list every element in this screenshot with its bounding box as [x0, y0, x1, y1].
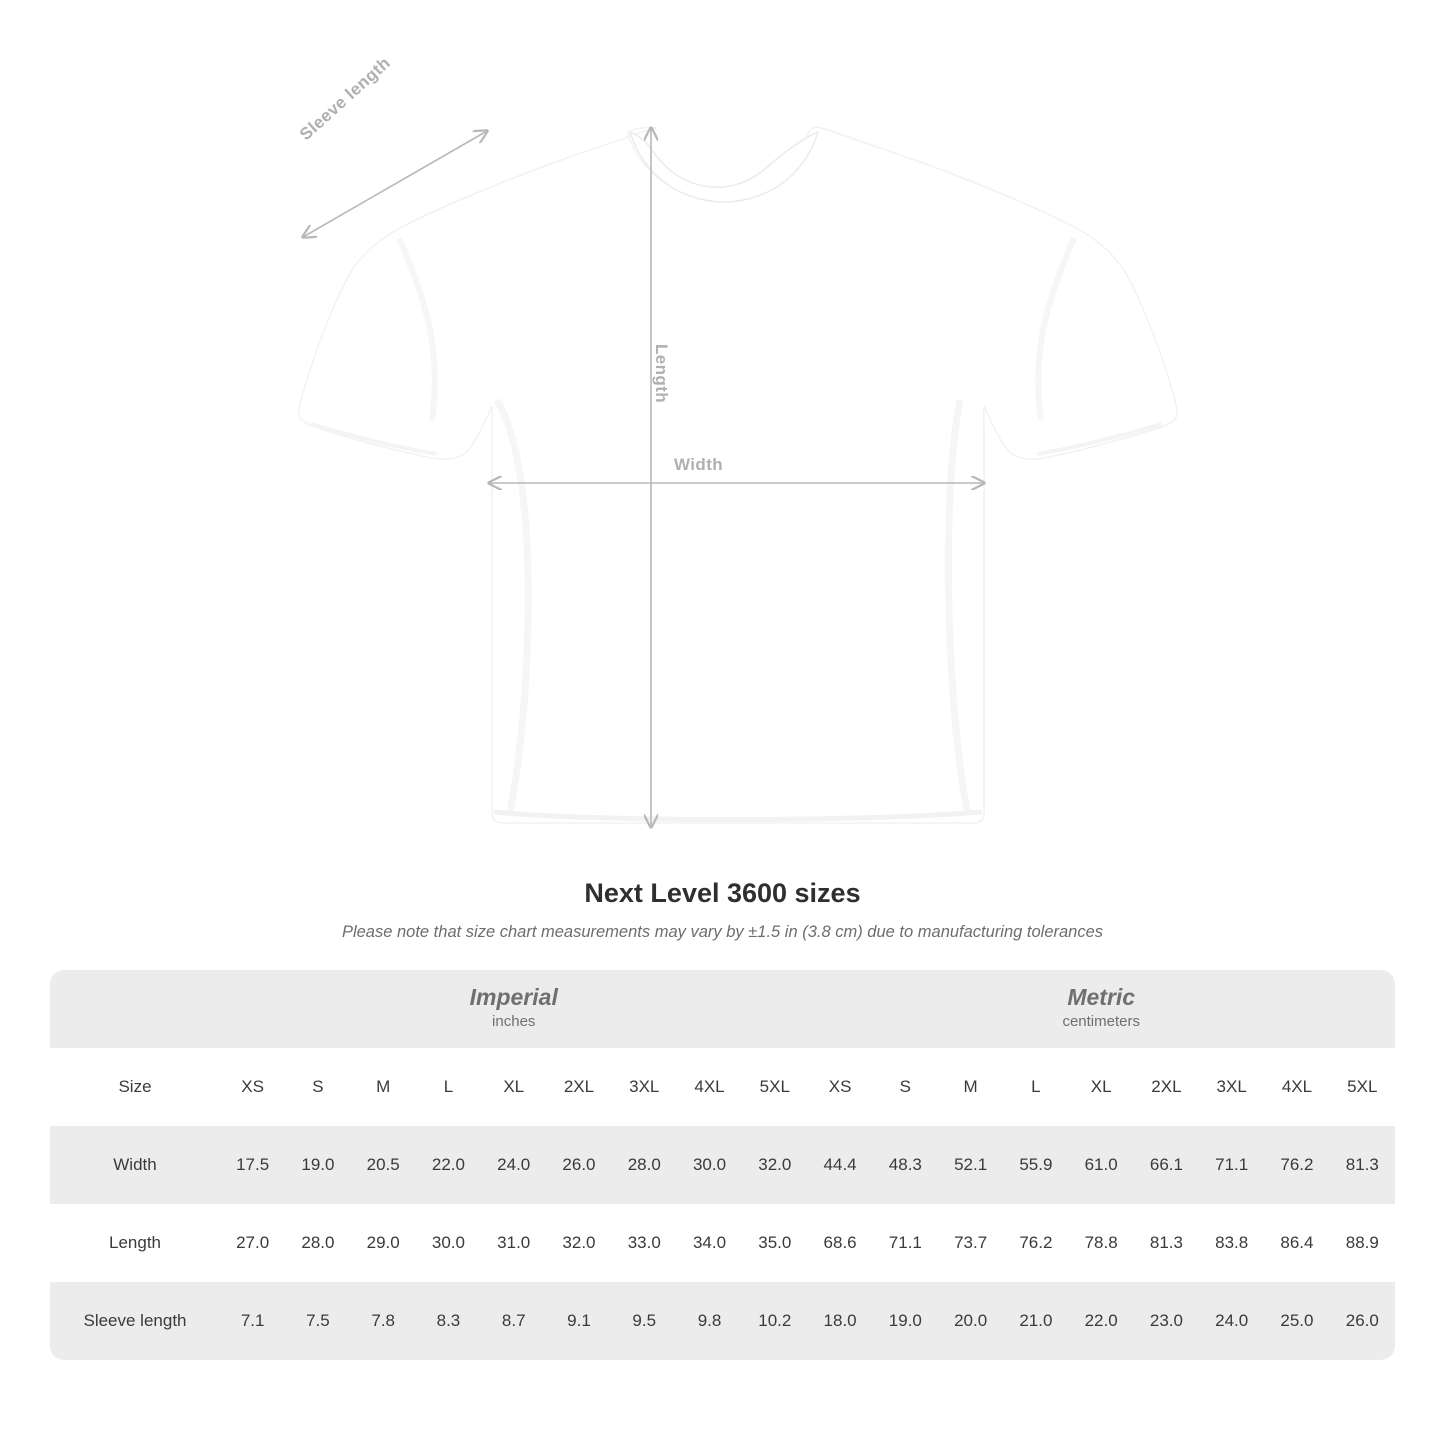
cell: 18.0 — [807, 1282, 872, 1360]
cell: 66.1 — [1134, 1126, 1199, 1204]
table-row — [50, 1282, 1395, 1360]
size-table-wrap — [50, 970, 1395, 1360]
cell: 8.3 — [416, 1282, 481, 1360]
unit-group-metric-title: Metric — [1067, 983, 1136, 1010]
cell: 28.0 — [612, 1126, 677, 1204]
size-col-header: 4XL — [677, 1048, 742, 1126]
size-col-header: XS — [807, 1048, 872, 1126]
cell: 35.0 — [742, 1204, 807, 1282]
row-label: Width — [50, 1126, 220, 1204]
cell: 19.0 — [285, 1126, 350, 1204]
cell: 21.0 — [1003, 1282, 1068, 1360]
cell: 7.5 — [285, 1282, 350, 1360]
cell: 86.4 — [1264, 1204, 1329, 1282]
size-col-header: XL — [1069, 1048, 1134, 1126]
width-label: Width — [674, 455, 724, 474]
unit-group-metric — [807, 970, 1395, 1048]
cell: 30.0 — [677, 1126, 742, 1204]
chart-heading — [0, 878, 1445, 942]
cell: 55.9 — [1003, 1126, 1068, 1204]
size-col-header: XS — [220, 1048, 285, 1126]
size-col-header: M — [938, 1048, 1003, 1126]
cell: 26.0 — [546, 1126, 611, 1204]
size-col-header: XL — [481, 1048, 546, 1126]
size-col-header: L — [416, 1048, 481, 1126]
cell: 7.1 — [220, 1282, 285, 1360]
cell: 20.0 — [938, 1282, 1003, 1360]
table-row — [50, 1126, 1395, 1204]
length-label: Length — [652, 344, 671, 404]
cell: 88.9 — [1330, 1204, 1395, 1282]
size-col-header: L — [1003, 1048, 1068, 1126]
size-header-row — [50, 1048, 1395, 1126]
table-row — [50, 1204, 1395, 1282]
cell: 52.1 — [938, 1126, 1003, 1204]
unit-group-imperial — [220, 970, 807, 1048]
cell: 26.0 — [1330, 1282, 1395, 1360]
row-label: Sleeve length — [50, 1282, 220, 1360]
size-col-header: 4XL — [1264, 1048, 1329, 1126]
cell: 22.0 — [1069, 1282, 1134, 1360]
cell: 30.0 — [416, 1204, 481, 1282]
cell: 44.4 — [807, 1126, 872, 1204]
page-title: Next Level 3600 sizes — [584, 878, 861, 908]
size-row-label: Size — [50, 1048, 220, 1126]
cell: 68.6 — [807, 1204, 872, 1282]
cell: 22.0 — [416, 1126, 481, 1204]
cell: 48.3 — [873, 1126, 938, 1204]
cell: 29.0 — [351, 1204, 416, 1282]
cell: 27.0 — [220, 1204, 285, 1282]
cell: 7.8 — [351, 1282, 416, 1360]
size-col-header: S — [873, 1048, 938, 1126]
cell: 31.0 — [481, 1204, 546, 1282]
cell: 81.3 — [1330, 1126, 1395, 1204]
size-col-header: 3XL — [1199, 1048, 1264, 1126]
cell: 73.7 — [938, 1204, 1003, 1282]
size-col-header: 2XL — [1134, 1048, 1199, 1126]
size-col-header: M — [351, 1048, 416, 1126]
cell: 8.7 — [481, 1282, 546, 1360]
unit-group-imperial-title: Imperial — [469, 983, 558, 1010]
cell: 23.0 — [1134, 1282, 1199, 1360]
cell: 20.5 — [351, 1126, 416, 1204]
cell: 9.5 — [612, 1282, 677, 1360]
row-label: Length — [50, 1204, 220, 1282]
size-col-header: 2XL — [546, 1048, 611, 1126]
cell: 33.0 — [612, 1204, 677, 1282]
cell: 71.1 — [1199, 1126, 1264, 1204]
cell: 24.0 — [481, 1126, 546, 1204]
size-col-header: 5XL — [742, 1048, 807, 1126]
cell: 32.0 — [546, 1204, 611, 1282]
size-col-header: 5XL — [1330, 1048, 1395, 1126]
size-col-header: 3XL — [612, 1048, 677, 1126]
unit-group-metric-subtitle: centimeters — [1062, 1013, 1140, 1031]
unit-header-row — [50, 970, 1395, 1048]
size-table — [50, 970, 1395, 1360]
cell: 81.3 — [1134, 1204, 1199, 1282]
cell: 10.2 — [742, 1282, 807, 1360]
cell: 78.8 — [1069, 1204, 1134, 1282]
cell: 83.8 — [1199, 1204, 1264, 1282]
cell: 24.0 — [1199, 1282, 1264, 1360]
cell: 76.2 — [1003, 1204, 1068, 1282]
cell: 32.0 — [742, 1126, 807, 1204]
tolerance-note: Please note that size chart measurements may vary by ±1.5 in (3.8 cm) due to manufacturing tolerances — [341, 923, 1104, 941]
unit-group-imperial-subtitle: inches — [492, 1013, 536, 1031]
cell: 61.0 — [1069, 1126, 1134, 1204]
cell: 76.2 — [1264, 1126, 1329, 1204]
cell: 9.8 — [677, 1282, 742, 1360]
unit-header-spacer — [50, 970, 220, 1048]
cell: 34.0 — [677, 1204, 742, 1282]
cell: 9.1 — [546, 1282, 611, 1360]
cell: 28.0 — [285, 1204, 350, 1282]
cell: 17.5 — [220, 1126, 285, 1204]
cell: 71.1 — [873, 1204, 938, 1282]
cell: 25.0 — [1264, 1282, 1329, 1360]
sleeve-length-label: Sleeve length — [296, 53, 395, 145]
cell: 19.0 — [873, 1282, 938, 1360]
size-col-header: S — [285, 1048, 350, 1126]
